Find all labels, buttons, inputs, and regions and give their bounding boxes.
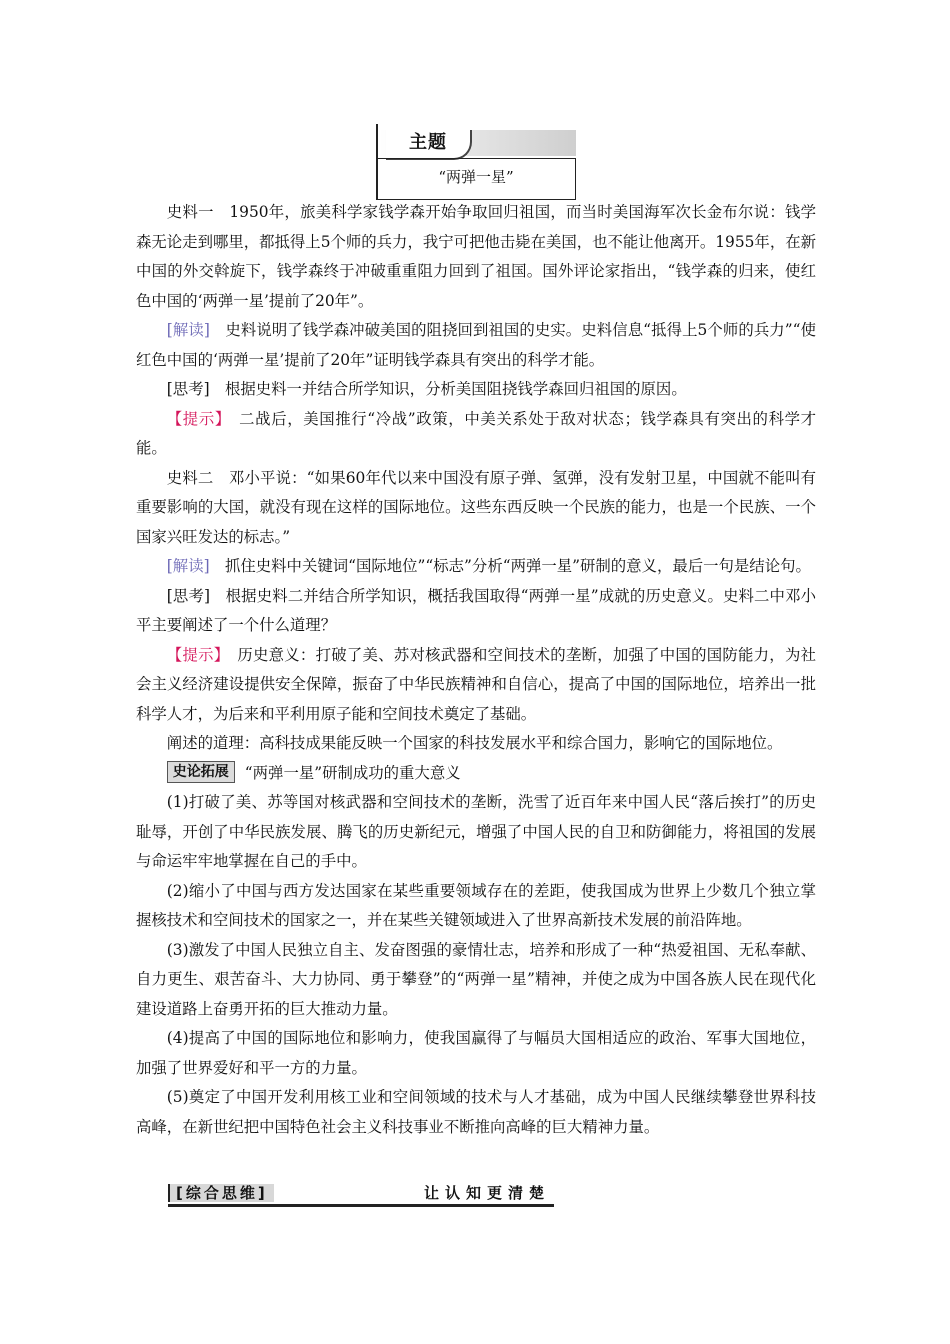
theme-title: “两弹一星”: [438, 168, 514, 186]
interpretation-text: 抓住史料中关键词“国际地位”“标志”分析“两弹一星”研制的意义，最后一句是结论句。: [209, 557, 811, 575]
hint-2: [136, 641, 816, 730]
question-label: [思考]: [166, 380, 210, 398]
source-paragraph-2: 史料二 邓小平说：“如果60年代以来中国没有原子弹、氢弹，没有发射卫星，中国就不能叫有重要影响的大国，就没有现在这样的国际地位。这些东西反映一个民族的能力，也是一个民族、一个国家兴旺发达的标志。”: [136, 468, 816, 546]
theme-header-box: [376, 124, 576, 200]
hint-label: 【提示】: [166, 409, 224, 428]
question-text: 根据史料一并结合所学知识，分析美国阻挠钱学森回归祖国的原因。: [209, 380, 687, 398]
interpretation-1: [136, 316, 816, 375]
reasoning-paragraph: 阐述的道理：高科技成果能反映一个国家的科技发展水平和综合国力，影响它的国际地位。: [166, 734, 783, 752]
extension-title: “两弹一星”研制成功的重大意义: [244, 763, 461, 782]
question-label: [思考]: [166, 586, 210, 605]
hint-label: 【提示】: [166, 645, 222, 664]
comprehensive-thinking-caption: 让认知更清楚: [424, 1184, 551, 1202]
question-2: [136, 582, 816, 641]
significance-item: (5)奠定了中国开发利用核工业和空间领域的技术与人才基础，成为中国人民继续攀登世界科技高峰，在新世纪把中国特色社会主义科技事业不断推向高峰的巨大精神力量。: [136, 1088, 816, 1136]
interpretation-label: [解读]: [166, 557, 210, 575]
question-text: 根据史料二并结合所学知识，概括我国取得“两弹一星”成就的历史意义。史料二中邓小平主要阐述了一个什么道理？: [136, 586, 816, 634]
significance-item: (4)提高了中国的国际地位和影响力，使我国赢得了与幅员大国相适应的政治、军事大国地位，加强了世界爱好和平一方的力量。: [136, 1029, 816, 1077]
source-paragraph-1: 史料一 1950年，旅美科学家钱学森开始争取回归祖国，而当时美国海军次长金布尔说：钱学森无论走到哪里，都抵得上5个师的兵力，我宁可把他击毙在美国，也不能让他离开。1955年，在新中国的外交斡旋下，钱学森终于冲破重重阻力回到了祖国。国外评论家指出，“钱学森的归来，使红色中国的‘两弹一星’提前了20年”。: [136, 203, 816, 310]
extension-badge: 史论拓展: [167, 761, 235, 783]
significance-item: (1)打破了美、苏等国对核武器和空间技术的垄断，洗雪了近百年来中国人民“落后挨打”的历史耻辱，开创了中华民族发展、腾飞的历史新纪元，增强了中国人民的自卫和防御能力，将祖国的发展与命运牢牢地掌握在自己的手中。: [136, 793, 816, 870]
question-1: [136, 375, 816, 405]
comprehensive-thinking-badge: [综合思维]: [168, 1184, 274, 1202]
significance-item: (3)激发了中国人民独立自主、发奋图强的豪情壮志，培养和形成了一种“热爱祖国、无私奉献、自力更生、艰苦奋斗、大力协同、勇于攀登”的“两弹一星”精神，并使之成为中国各族人民在现代化建设道路上奋勇开拓的巨大推动力量。: [136, 940, 816, 1018]
hint-text: 二战后，美国推行“冷战”政策，中美关系处于敌对状态；钱学森具有突出的科学才能。: [136, 409, 816, 457]
extension-heading: [136, 759, 816, 789]
theme-right-rule: [575, 158, 576, 200]
significance-item: (2)缩小了中国与西方发达国家在某些重要领域存在的差距，使我国成为世界上少数几个独立掌握核技术和空间技术的国家之一，并在某些关键领域进入了世界高新技术发展的前沿阵地。: [136, 881, 816, 929]
hint-1: [136, 405, 816, 464]
main-content: [136, 198, 816, 1142]
interpretation-2: [136, 552, 816, 582]
theme-rule-top: [376, 158, 576, 159]
hint-text: 历史意义：打破了美、苏对核武器和空间技术的垄断，加强了中国的国防能力，为社会主义经济建设提供安全保障，振奋了中华民族精神和自信心，提高了中国的国际地位，培养出一批科学人才，为后来和平利用原子能和空间技术奠定了基础。: [136, 645, 816, 723]
interpretation-text: 史料说明了钱学森冲破美国的阻挠回到祖国的史实。史料信息“抵得上5个师的兵力”“使红色中国的‘两弹一星’提前了20年”证明钱学森具有突出的科学才能。: [136, 321, 816, 369]
comprehensive-thinking-bar: [168, 1184, 554, 1207]
interpretation-label: [解读]: [166, 321, 210, 339]
theme-tab-label: 主题: [386, 130, 472, 160]
